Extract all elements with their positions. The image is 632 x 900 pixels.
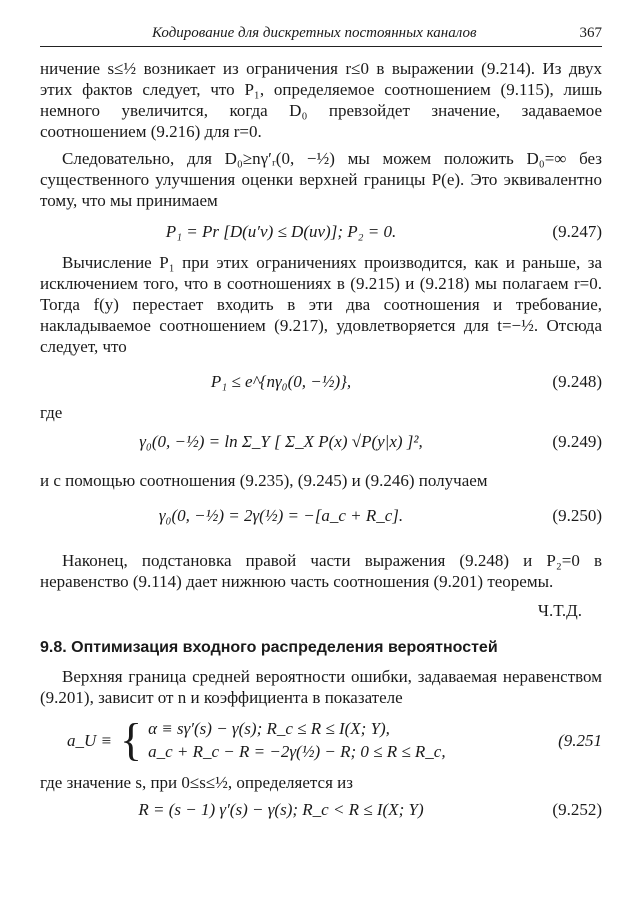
equation-number: (9.250) xyxy=(552,506,602,525)
system-lhs: a_U ≡ xyxy=(67,730,112,750)
equation-9-248 xyxy=(40,371,602,392)
system-lines xyxy=(148,716,542,764)
paragraph-7: где значение s, при 0≤s≤½, определяется из xyxy=(40,773,353,792)
equation-number: (9.252) xyxy=(552,800,602,819)
paragraph-6: Верхняя граница средней вероятности ошибки, задаваемая неравенством (9.201), зависит от n и коэффициента в показателе xyxy=(40,667,602,707)
equation-body: γ₀(0, −½) = 2γ(½) = −[a_c + R_c]. xyxy=(158,506,404,525)
paragraph-2: Следовательно, для D₀≥nγ′ᵣ(0, −½) мы можем положить D₀=∞ без существенного улучшения оценки верхней границы P(e). Это эквивалентно тому, что мы принимаем xyxy=(40,149,602,210)
running-header xyxy=(40,14,602,47)
equation-number: (9.251 xyxy=(558,730,602,750)
equation-number: (9.247) xyxy=(552,222,602,241)
header-title: Кодирование для дискретных постоянных каналов xyxy=(152,25,477,41)
paragraph-4: и с помощью соотношения (9.235), (9.245) и (9.246) получаем xyxy=(40,471,488,490)
equation-number: (9.248) xyxy=(552,372,602,391)
equation-9-252 xyxy=(40,799,602,820)
paragraph-5: Наконец, подстановка правой части выражения (9.248) и P₂=0 в неравенство (9.114) дает нижнюю часть соотношения (9.201) теоремы. xyxy=(40,551,602,591)
page-body xyxy=(40,58,602,830)
qed-mark: Ч.Т.Д. xyxy=(537,601,582,620)
equation-9-247 xyxy=(40,221,602,242)
equation-9-251 xyxy=(40,716,602,764)
equation-number: (9.249) xyxy=(552,432,602,451)
system-line-2: a_c + R_c − R = −2γ(½) − R; 0 ≤ R ≤ R_c, xyxy=(148,742,446,761)
paragraph-3: Вычисление P₁ при этих ограничениях производится, как и раньше, за исключением того, что в соотношениях в (9.215) и (9.218) мы полагаем r=0. Тогда f(y) перестает входить в эти два соотношения и требование, накладываемое соотношением (9.217), удовлетворяется для t=−½. Отсюда следует, что xyxy=(40,253,602,356)
equation-body: γ₀(0, −½) = ln Σ_Y [ Σ_X P(x) √P(y|x) ]², xyxy=(139,432,423,451)
paragraph-1: ничение s≤½ возникает из ограничения r≤0 в выражении (9.214). Из двух этих фактов следует, что P₁, определяемое соотношением (9.115), лишь немного увеличится, когда D₀ превзойдет значение, задаваемое соотношением (9.216) для r=0. xyxy=(40,59,602,141)
section-heading: 9.8. Оптимизация входного распределения вероятностей xyxy=(40,639,498,656)
equation-9-249 xyxy=(40,431,602,452)
equation-body: P₁ = Pr [D(u′v) ≤ D(uv)]; P₂ = 0. xyxy=(165,222,397,241)
equation-body: R = (s − 1) γ′(s) − γ(s); R_c < R ≤ I(X; Y) xyxy=(138,800,424,819)
paragraph-where: где xyxy=(40,403,63,422)
equation-body: P₁ ≤ e^{nγ₀(0, −½)}, xyxy=(210,372,352,391)
system-line-1: α ≡ sγ′(s) − γ(s); R_c ≤ R ≤ I(X; Y), xyxy=(148,719,390,738)
page-number: 367 xyxy=(579,25,602,41)
equation-9-250 xyxy=(40,505,602,526)
left-brace: { xyxy=(120,714,143,765)
